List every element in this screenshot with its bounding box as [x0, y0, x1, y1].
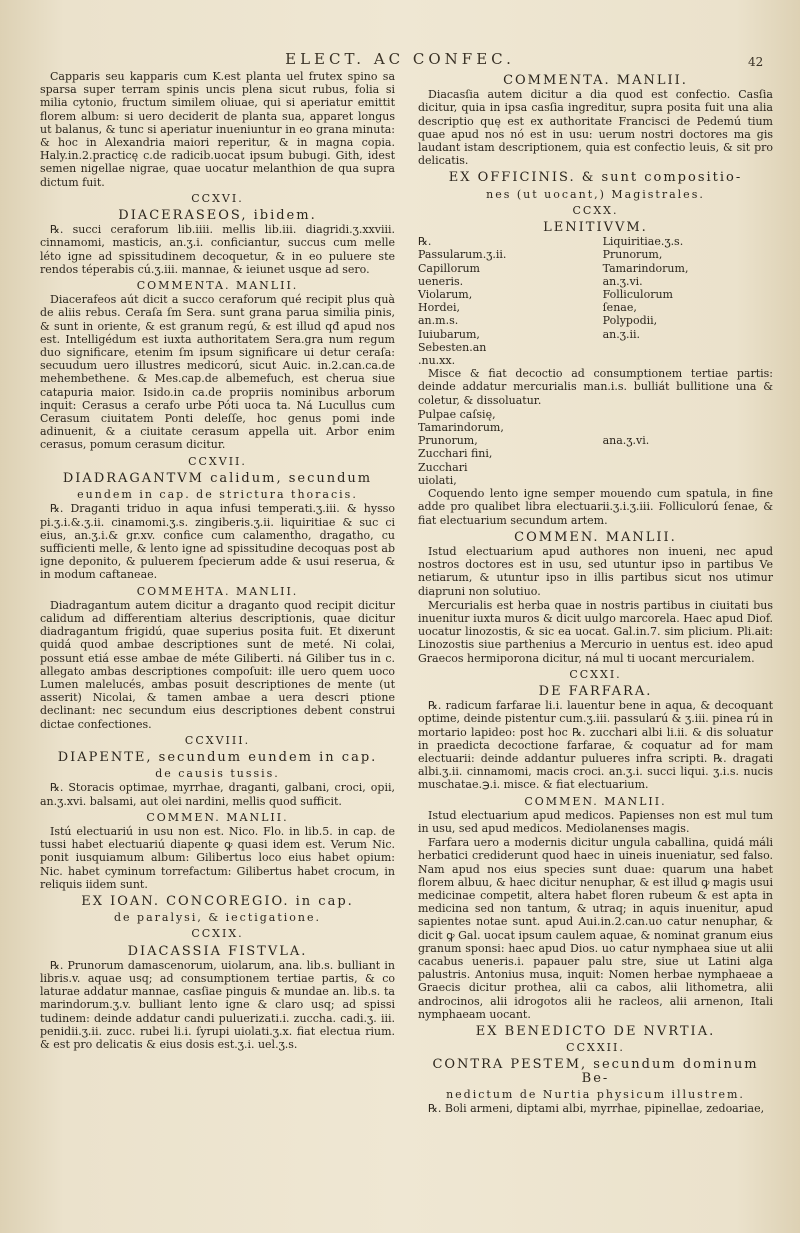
paragraph: Capparis seu kapparis cum K.est planta uel frutex spino sa sparsa super terram spinis uncis plena sicut rubus, folia si milia cytonio, fructum similem oliuae, qui si aperiatur emittit florem album: si uero deciderit de planta sua, apparet longus ut balanus, & tunc si aperiatur inueniuntur in eo grana minuta: & hoc in Alexandria maiori reperitur, & in magna copia. Haly.in.2.practicę c.de radicib.uocat ipsum bubugi. Gith, idest semen nigellae nigrae, quae uocatur melanthion de qua supra dictum fuit. — [40, 70, 395, 189]
recipe-line: Violarum, — [418, 288, 473, 302]
recipe-line: Prunorum, — [418, 434, 478, 448]
section-subheading: COMMEHTA. MANLII. — [136, 584, 299, 598]
recipe-list — [418, 408, 773, 487]
paragraph: Istud electuarium apud authores non inueni, nec apud nostros doctores est in usu, sed utuntur ipso in partibus Ve netiarum, & utuntur ipso in illis partibus sicut nos utimur diapruni non solutiuo. — [418, 544, 773, 598]
recipe-line: Liquiritiae.ʒ.s. — [602, 235, 684, 249]
paragraph: Istud electuarium apud medicos. Papienses non est mul tum in usu, sed apud medicos. Mediolanenses magis. — [418, 808, 773, 835]
section-heading: DE FARFARA. — [538, 683, 653, 699]
recipe-line: Prunorum, — [602, 248, 663, 262]
section-heading: DIACASSIA FISTVLA. — [127, 943, 308, 959]
section-subheading: CCXVI. — [191, 191, 244, 205]
paragraph: Mercurialis est herba quae in nostris partibus in ciuitati bus inuenitur iuxta muros & dicit uulgo marcorela. Haec apud Diof. uocatur linozostis, & sic ea uocat. Gal.in.7. sim plicium. Pli.ait: Linozostis siue parthenius a Mercurio in uentus est. ideo apud Graecos hermiporona dicitur, ná mul ti uocant mercurialem. — [418, 598, 773, 665]
recipe-list-right — [603, 408, 773, 487]
paragraph: ℞. succi ceraforum lib.iiii. mellis lib.iii. diagridi.ʒ.xxviii. cinnamomi, masticis, an.ʒ.i. conficiantur, succus cum melle léto igne ad spissitudinem decoquetur, & in eo puluere ste rendos téperabis cú.ʒ.iii. mannae, & ieiunet usque ad sero. — [40, 223, 395, 276]
recipe-line — [603, 421, 685, 434]
section-heading: EX BENEDICTO DE NVRTIA. — [475, 1024, 716, 1040]
section-subheading: CCXX. — [572, 203, 619, 217]
recipe-line: Zucchari fini, — [418, 447, 493, 461]
paragraph: Diadragantum autem dicitur a draganto quod recipit dicitur calidum ad differentiam alterius descriptionis, quae dicitur diadragantum frigidú, quae superius posita fuit. Et dixerunt quidá quod ambae descriptiones sunt de meté. Ni colai, possunt etiá esse ambae de méte Giliberti. ná Giliber tus in c. allegato ambas descriptiones compoſuit: ille uero quem uoco Lumen malelucés, ambas posuit descriptiones de mente (ut asserit) Nicolai, & tamen ambae a uera descri ptione declinant: nec secundum eius descriptiones debent construi dictae confectiones. — [40, 598, 395, 731]
section-subheading: COMMENTA. MANLII. — [136, 279, 299, 293]
section-heading: DIAPENTE, secundum eundem in cap. — [57, 749, 378, 765]
paragraph: ℞. Draganti triduo in aqua infusi temperati.ʒ.iii. & hysso pi.ʒ.i.&.ʒ.ii. cinamomi.ʒ.s. zingiberis.ʒ.ii. liquiritiae & suc ci eius, an.ʒ.i.& gr.xv. confice cum calamentho, dragatho, cu sufficienti melle, & lento igne ad spissitudine decoquas post ab igne deponito, & puluerem ſpecierum adde & usui reserua, & in modum caftaneae. — [40, 502, 395, 582]
section-heading: EX OFFICINIS. & sunt compositio- — [448, 170, 743, 186]
recipe-line: Sebesten.an .nu.xx. — [418, 340, 487, 368]
recipe-line: Polypodii, an.ʒ.ii. — [602, 314, 658, 341]
section-subheading: de paralysi, & iectigatione. — [113, 911, 322, 925]
recipe-line: ℞. Passularum.ʒ.ii. — [418, 235, 507, 262]
recipe-line: Iuiubarum, — [418, 327, 480, 341]
recipe-line — [603, 341, 685, 354]
section-subheading: COMMEN. MANLII. — [146, 810, 289, 824]
recipe-line: Capillorum ueneris. — [418, 261, 480, 288]
recipe-line: Folliculorum ſenae, — [602, 288, 673, 315]
section-heading: LENITIVVM. — [543, 220, 648, 236]
recipe-line — [603, 408, 685, 421]
paragraph: Misce & fiat decoctio ad consumptionem tertiae partis: deinde addatur mercurialis man.i.s. bulliát bullitione una & coletur, & dissoluatur. — [418, 367, 773, 407]
recipe-line: Zucchari uiolati, — [418, 460, 468, 487]
recipe-line: Hordei, an.m.s. — [418, 301, 461, 328]
paragraph: Diacasſia autem dicitur a dia quod est confectio. Casſia dicitur, quia in ipsa casſia ingreditur, supra posita fuit una alia descriptio quę est ex authoritate Francisci de Pedemú tium quae apud nos nó est in usu: uerum nostri doctores ma gis laudant istam descriptionem, quia est confectio leuis, & sit pro delicatis. — [418, 88, 773, 168]
paragraph: Farfara uero a modernis dicitur ungula caballina, quidá máli herbatici crediderunt quod haec in uineis inueniatur, sed falso. Nam apud nos eius species sunt duae: quarum una habet florem albuu, & haec dicitur nenuphar, & est illud ꝙ magis usui medicinae competit, altera habet floren rubeum & est apta in medicina sed non tantum, & utraq; in aquis inuenitur, apud sapientes notae sunt. apud Aui.in.2.can.uo catur nenuphar, & dicit ꝙ Gal. uocat ipsum caulem aquae, & nominat granum eius granum sponsi: haec apud Dios. uo catur nymphaea siue ut alii cacabus ueneris.i. papauer palu stre, siue ut Latini alga palustris. Antonius musa, inquit: Nomen herbae nymphaeae a Graecis dicitur prothea, alii ca cabos, alii lithometra, alii androcinos, alii idrogotos alii he racleos, alii arnenon, Itali nymphaeam uocant. — [418, 836, 773, 1021]
recipe-list-left — [418, 408, 588, 487]
section-subheading: CCXXII. — [566, 1041, 625, 1055]
section-subheading: nes (ut uocant,) Magistrales. — [486, 187, 705, 201]
section-subheading: nedictum de Nurtia physicum illustrem. — [446, 1087, 745, 1101]
paragraph: ℞. Boli armeni, diptami albi, myrrhae, pipinellae, zedoariae, — [428, 1102, 765, 1116]
recipe-list-right — [603, 235, 773, 367]
section-heading: DIADRAGANTVM calidum, secundum — [62, 470, 373, 486]
paragraph: Diacerafeos aút dicit a succo ceraforum qué recipit plus quà de aliis rebus. Ceraſa ſm Sera. sunt grana parua similia pinis, & sunt in oriente, & est granum regú, & est illud qđ apud nos est. Intelligédum est iuxta authoritatem Sera.gra num regum duo significare, etenim ſm ipsum significare ui detur ceraſa: secuudum uero illustres medicorú, sicut Auic. in.2.can.ca.de mehembethene. & Mes.cap.de albemefuch, est cherua siue catapuria maior. Isido.in ca.de propriis nominibus arborum inquit: Cerasus a cerafo urbe Póti uoca ta. Ná Lucullus cum Cerasum ciuitatem Ponti deleſſe, hoc genus pomi inde adinuenit, & a ciuitate cerasum appella uit. Arbor enim cerasus, pomum cerasum dicitur. — [40, 293, 395, 452]
section-heading: CONTRA PESTEM, secundum dominum Be- — [432, 1057, 759, 1086]
paragraph: ℞. radicum farfarae li.i. lauentur bene in aqua, & decoquant optime, deinde pistentur cum.ʒ.iii. passularú & ʒ.iii. pinea rú in mortario lapideo: post hoc ℞. zucchari albi li.ii. & dis soluatur in praedicta decoctione farfarae, & coquatur ad for mam electuarii: deinde addantur pulueres infra scripti. ℞. dragati albi.ʒ.ii. cinnamomi, macis croci. an.ʒ.i. succi liqui. ʒ.i.s. nucis muschatae.℈.i. misce. & fiat electuarium. — [418, 699, 773, 792]
recipe-line: Tamarindorum, an.ʒ.vi. — [602, 261, 689, 288]
section-subheading: CCXIX. — [191, 927, 244, 941]
left-column — [40, 70, 395, 1052]
recipe-line — [603, 461, 685, 474]
recipe-line: ana.ʒ.vi. — [602, 434, 650, 448]
page-number: 42 — [748, 55, 764, 69]
recipe-line: Tamarindorum, — [418, 421, 504, 435]
right-column — [418, 70, 773, 1116]
section-heading: COMMEN. MANLII. — [514, 529, 677, 545]
section-subheading: COMMEN. MANLII. — [524, 794, 667, 808]
running-head: ELECT. AC CONFEC. — [285, 50, 515, 68]
paragraph: Istú electuariú in usu non est. Nico. Flo. in lib.5. in cap. de tussi habet electuariú diapente ꝙ quasi idem est. Verum Nic. ponit iusquiamum album: Gilibertus loco eius habet opium: Nic. habet cyminum torrefactum: Gilibertus habet crocum, in reliquis iidem sunt. — [40, 824, 395, 891]
recipe-list-left — [418, 235, 588, 367]
recipe-line — [603, 447, 685, 460]
section-heading: DIACERASEOS, ibidem. — [118, 208, 317, 224]
section-subheading: CCXVII. — [188, 454, 247, 468]
paragraph: ℞. Prunorum damascenorum, uiolarum, ana. lib.s. bulliant in libris.v. aquae usq; ad consumptionem tertiae partis, & co laturae addatur mannae, casſiae pinguis & mundae an. lib.s. ta marindorum.ʒ.v. bulliant lento igne & claro usq; ad spissi tudinem: deinde addatur candi puluerizati.i. zuccha. cadi.ʒ. iii. penidii.ʒ.ii. zucc. rubei li.i. ſyrupi uiolati.ʒ.x. fiat electua rium. & est pro delicatis & eius dosis est.ʒ.i. uel.ʒ.s. — [40, 958, 395, 1052]
paragraph: ℞. Storacis optimae, myrrhae, draganti, galbani, croci, opii, an.ʒ.xvi. balsami, aut olei nardini, mellis quod sufficit. — [40, 781, 395, 808]
paragraph: Coquendo lento igne semper mouendo cum spatula, in fine adde pro qualibet libra electuarii.ʒ.i.ʒ.iii. Folliculorú ſenae, & fiat electuarium secundum artem. — [418, 487, 773, 527]
section-heading: COMMENTA. MANLII. — [503, 73, 688, 88]
section-subheading: CCXXI. — [569, 667, 622, 681]
recipe-line: Pulpae caſsię, — [418, 407, 496, 421]
section-subheading: eundem in cap. de strictura thoracis. — [77, 488, 358, 502]
recipe-list — [418, 235, 773, 367]
section-subheading: de causis tussis. — [155, 767, 280, 781]
section-subheading: CCXVIII. — [184, 733, 251, 747]
section-heading: EX IOAN. CONCOREGIO. in cap. — [81, 893, 354, 909]
